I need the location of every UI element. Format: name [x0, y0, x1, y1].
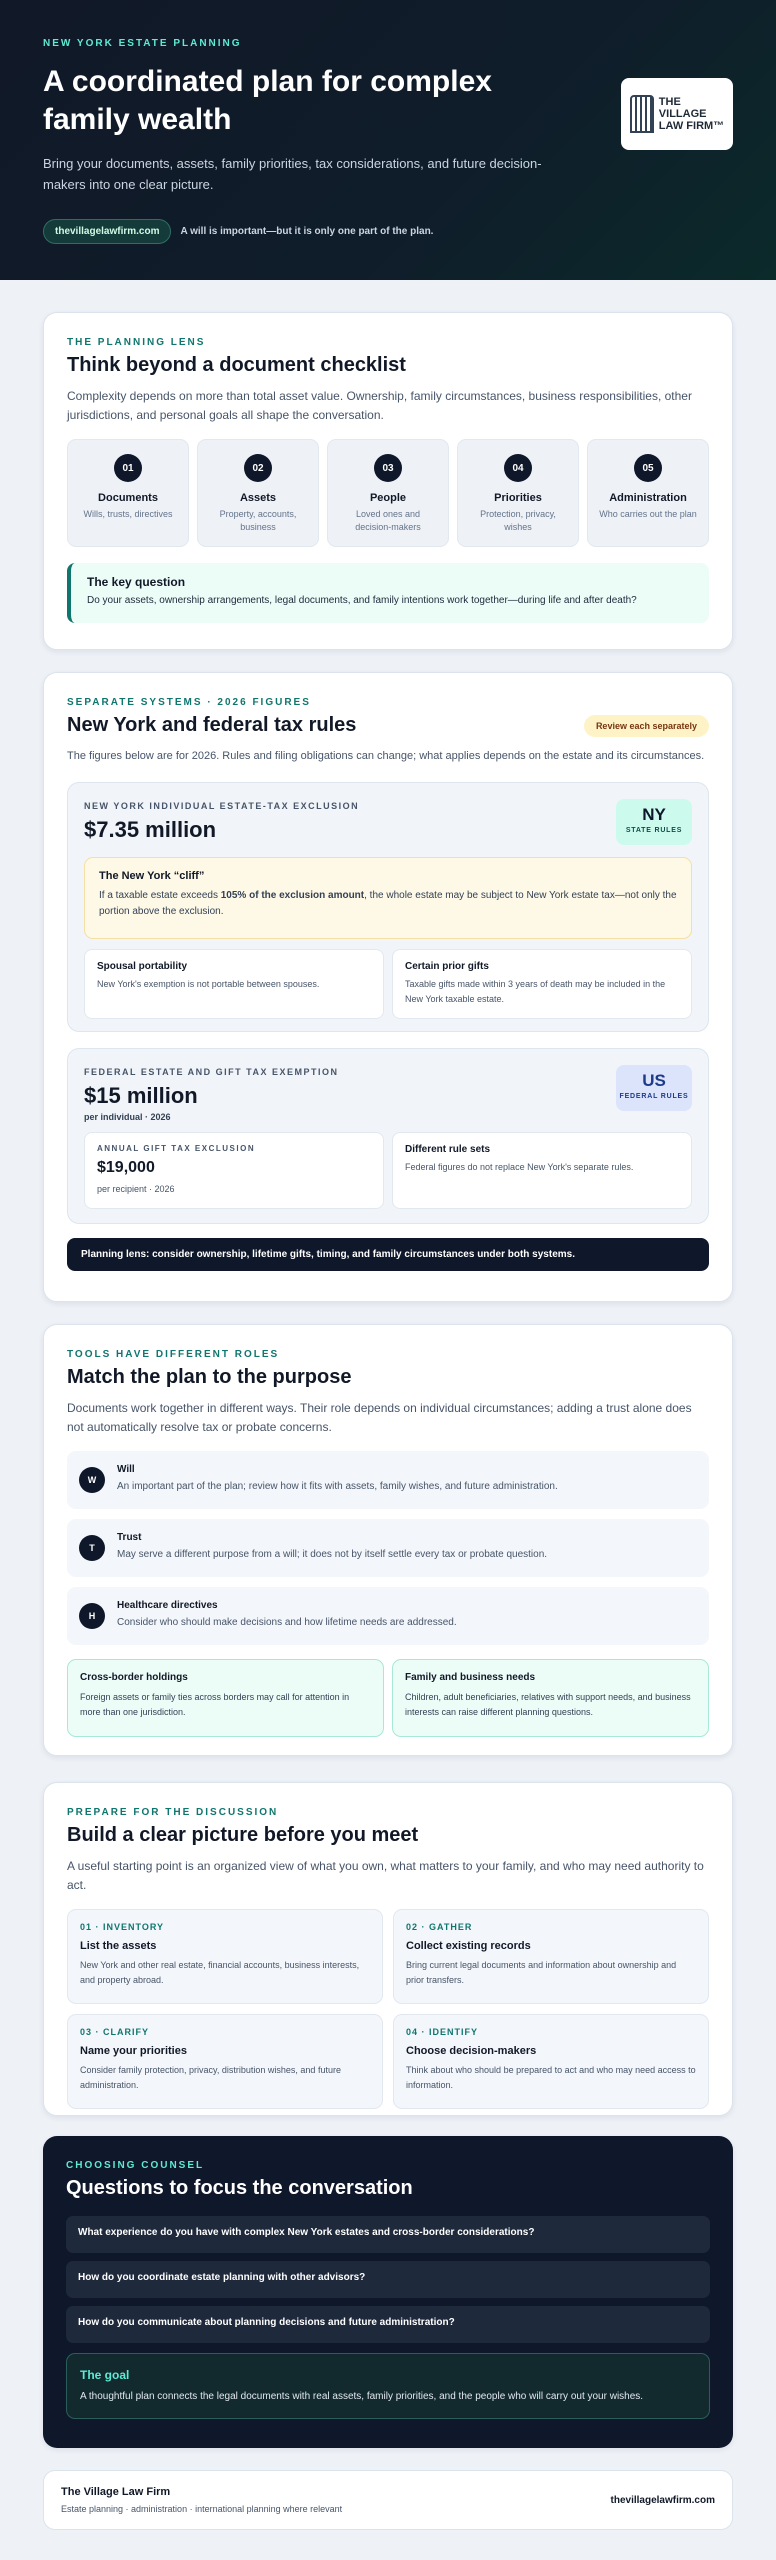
goal-title: The goal: [80, 2368, 130, 2382]
footer-info: [61, 2486, 342, 2514]
us-details: [84, 1132, 692, 1209]
prep-step-gather: [393, 1909, 709, 2004]
prep-step-label: 01 · INVENTORY: [80, 1922, 165, 1932]
tool-desc: An important part of the plan; review how it fits with assets, family wishes, and future administration.: [117, 1481, 558, 1492]
tax-eyebrow: SEPARATE SYSTEMS · 2026 FIGURES: [67, 697, 311, 708]
website-link[interactable]: thevillagelawfirm.com: [43, 219, 171, 244]
tools-considerations: [67, 1659, 709, 1737]
question-row: How do you communicate about planning decisions and future administration?: [66, 2306, 710, 2343]
cliff-text-pre: If a taxable estate exceeds: [99, 890, 221, 901]
tool-row-trust: [67, 1519, 709, 1577]
tool-desc: Consider who should make decisions and how lifetime needs are addressed.: [117, 1617, 457, 1628]
tool-letter: W: [79, 1467, 105, 1493]
different-rules-card: [392, 1132, 692, 1209]
lens-number: 02: [244, 454, 272, 482]
gift-amount: $19,000: [97, 1159, 155, 1176]
prep-step-title: Collect existing records: [406, 1940, 531, 1952]
hero-subtitle: Bring your documents, assets, family priorities, tax considerations, and future decision-makers into one clear picture.: [43, 156, 542, 192]
family-business-title: Family and business needs: [405, 1672, 536, 1683]
prepare-grid: [67, 1909, 709, 2109]
hero-eyebrow: NEW YORK ESTATE PLANNING: [43, 38, 242, 49]
tax-lead: The figures below are for 2026. Rules and filing obligations can change; what applies depends on the estate and its circumstances.: [67, 750, 705, 762]
logo-text: THE VILLAGE LAW FIRM™: [658, 96, 725, 132]
goal-text: A thoughtful plan connects the legal documents with real assets, family priorities, and the people who will carry out your wishes.: [80, 2391, 644, 2402]
us-federal-badge: [616, 1065, 692, 1111]
tool-title: Trust: [117, 1532, 142, 1543]
us-rules: FEDERAL RULES: [619, 1093, 689, 1100]
federal-exemption-panel: [67, 1048, 709, 1224]
us-code: US: [642, 1071, 666, 1090]
cross-border-text: Foreign assets or family ties across borders may call for attention in more than one jurisdiction.: [80, 1692, 350, 1717]
us-amount: $15 million: [84, 1083, 198, 1108]
prep-step-label: 03 · CLARIFY: [80, 2027, 150, 2037]
ny-exclusion-panel: [67, 782, 709, 1032]
ny-rules: STATE RULES: [625, 827, 683, 834]
key-question-text: Do your assets, ownership arrangements, legal documents, and family intentions work together—during life and after death?: [87, 595, 637, 606]
tools-card: [43, 1324, 733, 1756]
ny-cliff-callout: [84, 857, 692, 939]
lens-item-title: Priorities: [494, 492, 542, 504]
lens-item-title: People: [369, 492, 407, 504]
gift-per: per recipient · 2026: [97, 1184, 175, 1194]
key-question-callout: [67, 563, 709, 623]
tool-title: Will: [117, 1464, 135, 1475]
tool-text: [117, 1464, 558, 1492]
prep-step-title: Name your priorities: [80, 2045, 187, 2057]
cliff-text-bold: 105% of the exclusion amount: [220, 890, 365, 901]
prep-step-text: Think about who should be prepared to act and who may need access to information.: [406, 2065, 696, 2090]
tools-list: [67, 1451, 709, 1645]
gate-icon: [630, 95, 654, 133]
us-label: FEDERAL ESTATE AND GIFT TAX EXEMPTION: [84, 1067, 339, 1077]
prepare-lead: A useful starting point is an organized view of what you own, what matters to your family, and who may need authority to act.: [67, 1859, 704, 1892]
lens-number: 01: [114, 454, 142, 482]
tool-row-will: [67, 1451, 709, 1509]
footer-description: Estate planning · administration · international planning where relevant: [61, 2504, 343, 2514]
cliff-text: [99, 888, 677, 920]
lens-item-desc: Protection, privacy, wishes: [480, 509, 556, 532]
prep-step-text: New York and other real estate, financial accounts, business interests, and property abroad.: [80, 1960, 360, 1985]
hero-meta: [43, 219, 733, 244]
tool-row-healthcare: [67, 1587, 709, 1645]
tools-eyebrow: TOOLS HAVE DIFFERENT ROLES: [67, 1349, 280, 1360]
us-per: per individual · 2026: [84, 1112, 171, 1122]
prior-gifts-card: [392, 949, 692, 1019]
tool-text: [117, 1532, 547, 1560]
ny-code: NY: [642, 805, 666, 824]
counsel-title: Questions to focus the conversation: [66, 2177, 413, 2199]
lens-number: 05: [634, 454, 662, 482]
prep-step-title: Choose decision-makers: [406, 2045, 537, 2057]
logo-inner: [630, 95, 724, 133]
prep-step-label: 04 · IDENTIFY: [406, 2027, 479, 2037]
ny-details: [84, 949, 692, 1019]
lens-eyebrow: THE PLANNING LENS: [67, 337, 206, 348]
lens-item-desc: Who carries out the plan: [599, 509, 697, 519]
lens-item-title: Documents: [98, 492, 158, 504]
lens-item-documents: [67, 439, 189, 547]
tool-letter: H: [79, 1603, 105, 1629]
lens-number: 04: [504, 454, 532, 482]
prep-step-identify: [393, 2014, 709, 2109]
prep-step-inventory: [67, 1909, 383, 2004]
prep-step-clarify: [67, 2014, 383, 2109]
planning-lens-bar: Planning lens: consider ownership, lifetime gifts, timing, and family circumstances under both systems.: [67, 1238, 709, 1271]
lens-lead: Complexity depends on more than total asset value. Ownership, family circumstances, business responsibilities, other jurisdictions, and personal goals all shape the conversation.: [67, 389, 692, 422]
lens-item-assets: [197, 439, 319, 547]
hero-note: A will is important—but it is only one part of the plan.: [180, 226, 434, 237]
prepare-title: Build a clear picture before you meet: [67, 1824, 419, 1846]
footer: [43, 2470, 733, 2530]
portability-title: Spousal portability: [97, 961, 188, 972]
different-rules-text: Federal figures do not replace New York's separate rules.: [405, 1162, 634, 1172]
question-row: How do you coordinate estate planning with other advisors?: [66, 2261, 710, 2298]
prep-step-title: List the assets: [80, 1940, 157, 1952]
annual-gift-card: [84, 1132, 384, 1209]
tax-title: New York and federal tax rules: [67, 714, 357, 736]
question-row: What experience do you have with complex New York estates and cross-border considerations?: [66, 2216, 710, 2253]
cliff-title: The New York “cliff”: [99, 870, 205, 882]
lens-item-title: Assets: [239, 492, 277, 504]
hero-title: A coordinated plan for complex family wealth: [43, 65, 492, 136]
tax-rules-card: [43, 672, 733, 1302]
prepare-eyebrow: PREPARE FOR THE DISCUSSION: [67, 1807, 279, 1818]
prep-step-label: 02 · GATHER: [406, 1922, 473, 1932]
lens-number: 03: [374, 454, 402, 482]
lens-item-priorities: [457, 439, 579, 547]
review-badge: Review each separately: [584, 715, 709, 737]
cross-border-card: [67, 1659, 384, 1737]
lens-item-people: [327, 439, 449, 547]
key-question-title: The key question: [87, 575, 186, 589]
tool-desc: May serve a different purpose from a will; it does not by itself settle every tax or probate question.: [117, 1549, 548, 1560]
lens-item-desc: Loved ones and decision-makers: [355, 509, 421, 532]
gift-label: ANNUAL GIFT TAX EXCLUSION: [97, 1144, 256, 1153]
prior-gifts-text: Taxable gifts made within 3 years of death may be included in the New York taxable estate.: [405, 979, 666, 1004]
tool-letter: T: [79, 1535, 105, 1561]
portability-card: [84, 949, 384, 1019]
lens-title: Think beyond a document checklist: [67, 354, 406, 376]
lens-item-administration: [587, 439, 709, 547]
cross-border-title: Cross-border holdings: [80, 1672, 188, 1683]
hero: [0, 0, 776, 280]
tax-title-row: [67, 714, 709, 737]
ny-label: NEW YORK INDIVIDUAL ESTATE-TAX EXCLUSION: [84, 801, 360, 811]
family-business-card: [392, 1659, 709, 1737]
prepare-card: [43, 1782, 733, 2116]
counsel-card: [43, 2136, 733, 2448]
portability-text: New York's exemption is not portable between spouses.: [97, 979, 320, 989]
tool-text: [117, 1600, 457, 1628]
counsel-eyebrow: CHOOSING COUNSEL: [66, 2160, 205, 2171]
lens-item-title: Administration: [609, 492, 687, 504]
footer-website-link[interactable]: thevillagelawfirm.com: [610, 2494, 715, 2506]
tool-title: Healthcare directives: [117, 1600, 218, 1611]
goal-callout: [66, 2353, 710, 2419]
prep-step-text: Bring current legal documents and information about ownership and prior transfers.: [406, 1960, 677, 1985]
lens-item-desc: Property, accounts, business: [219, 509, 297, 532]
firm-logo: [621, 78, 733, 150]
ny-amount: $7.35 million: [84, 817, 217, 842]
lens-grid: [67, 439, 709, 547]
family-business-text: Children, adult beneficiaries, relatives with support needs, and business interests can raise different planning questions.: [405, 1692, 691, 1717]
planning-lens-card: [43, 312, 733, 650]
tools-title: Match the plan to the purpose: [67, 1366, 352, 1388]
prior-gifts-title: Certain prior gifts: [405, 961, 489, 972]
prep-step-text: Consider family protection, privacy, distribution wishes, and future administration.: [80, 2065, 341, 2090]
different-rules-title: Different rule sets: [405, 1144, 491, 1155]
lens-item-desc: Wills, trusts, directives: [83, 509, 173, 519]
tools-lead: Documents work together in different ways. Their role depends on individual circumstances; adding a trust alone does not automatically resolve tax or probate concerns.: [67, 1401, 692, 1434]
cliff-text-post: , the whole estate may be subject to New York estate tax—not only the portion above the exclusion.: [99, 890, 677, 917]
ny-state-badge: [616, 799, 692, 845]
footer-firm-name: The Village Law Firm: [61, 2486, 171, 2498]
